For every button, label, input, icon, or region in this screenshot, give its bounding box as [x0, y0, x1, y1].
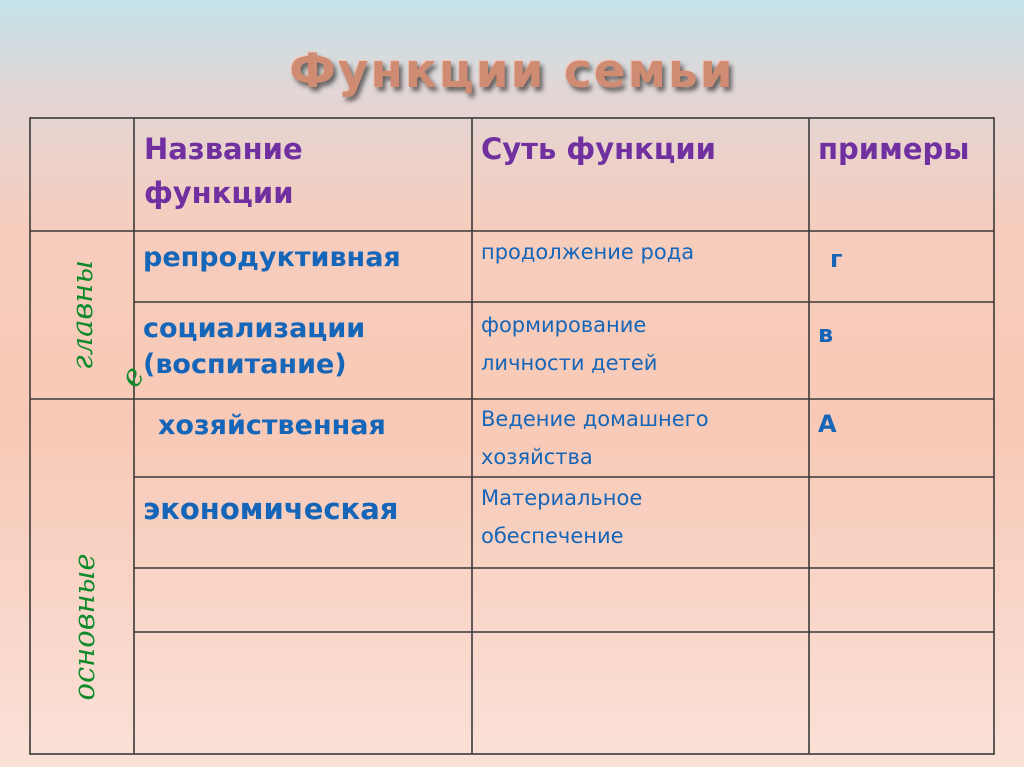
row-2-essence: формирование личности детей [481, 313, 658, 375]
side-label-main-ending: е [112, 360, 153, 394]
header-function-name: Название функции [144, 132, 303, 210]
page-title: Функции семьи [289, 44, 735, 99]
side-label-main: главны [65, 260, 99, 371]
row-3-name: хозяйственная [158, 410, 386, 441]
row-1-essence: продолжение рода [481, 240, 695, 264]
header-examples: примеры [818, 132, 970, 166]
header-function-essence: Суть функции [481, 132, 716, 166]
row-4-name: экономическая [143, 492, 399, 526]
row-2-name: социализации (воспитание) [143, 313, 366, 380]
row-3-essence: Ведение домашнего хозяйства [481, 407, 709, 469]
row-1-name: репродуктивная [143, 242, 401, 273]
side-label-basic: основные [67, 553, 101, 701]
row-2-example: в [818, 320, 834, 348]
row-1-example: г [830, 245, 843, 273]
row-4-essence: Материальное обеспечение [481, 486, 643, 548]
row-3-example: А [818, 410, 837, 438]
